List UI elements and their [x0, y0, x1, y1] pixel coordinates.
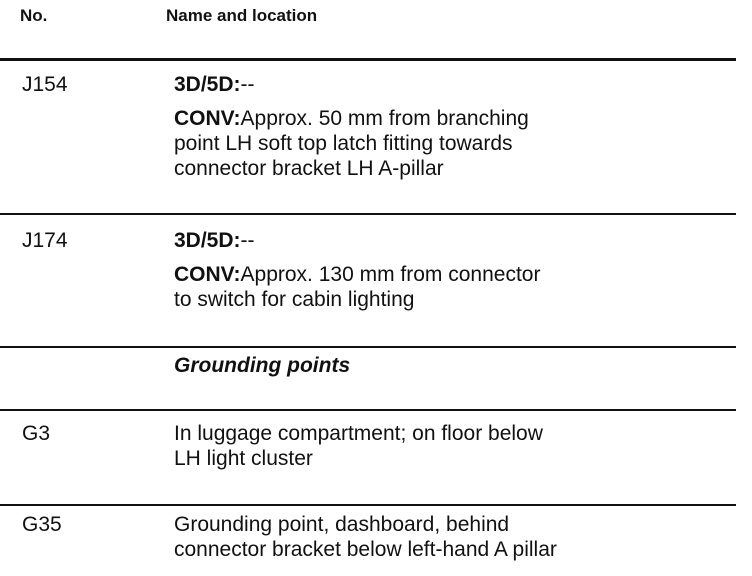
- row-divider: [0, 213, 736, 215]
- conv-label: CONV:: [174, 107, 241, 130]
- row-variant-3d5d: [174, 72, 255, 97]
- row-divider: [0, 346, 736, 348]
- grounding-description: [174, 421, 543, 471]
- grounding-line: connector bracket below left-hand A pillar: [174, 538, 557, 561]
- row-no-j154: J154: [22, 73, 68, 96]
- conv-line: Approx. 130 mm from connector: [240, 263, 541, 286]
- section-heading-grounding-points: Grounding points: [174, 354, 351, 377]
- header-divider: [0, 58, 736, 61]
- row-conv-description: [174, 106, 529, 181]
- header-no: No.: [20, 6, 48, 25]
- variant-label: 3D/5D:: [174, 229, 241, 252]
- row-divider: [0, 504, 736, 506]
- grounding-description: [174, 512, 557, 562]
- variant-value: --: [240, 73, 255, 96]
- grounding-line: In luggage compartment; on floor below: [174, 422, 543, 445]
- conv-label: CONV:: [174, 263, 241, 286]
- conv-line: to switch for cabin lighting: [174, 288, 415, 311]
- grounding-line: Grounding point, dashboard, behind: [174, 513, 510, 536]
- conv-line: connector bracket LH A-pillar: [174, 157, 444, 180]
- conv-line: point LH soft top latch fitting towards: [174, 132, 513, 155]
- row-no-g35: G35: [22, 513, 62, 536]
- row-no-g3: G3: [22, 422, 51, 445]
- row-conv-description: [174, 262, 540, 312]
- row-variant-3d5d: [174, 228, 255, 253]
- row-divider: [0, 409, 736, 411]
- grounding-line: LH light cluster: [174, 447, 313, 470]
- variant-label: 3D/5D:: [174, 73, 241, 96]
- row-no-j174: J174: [22, 229, 68, 252]
- variant-value: --: [240, 229, 255, 252]
- header-name-location: Name and location: [166, 6, 318, 25]
- conv-line: Approx. 50 mm from branching: [240, 107, 529, 130]
